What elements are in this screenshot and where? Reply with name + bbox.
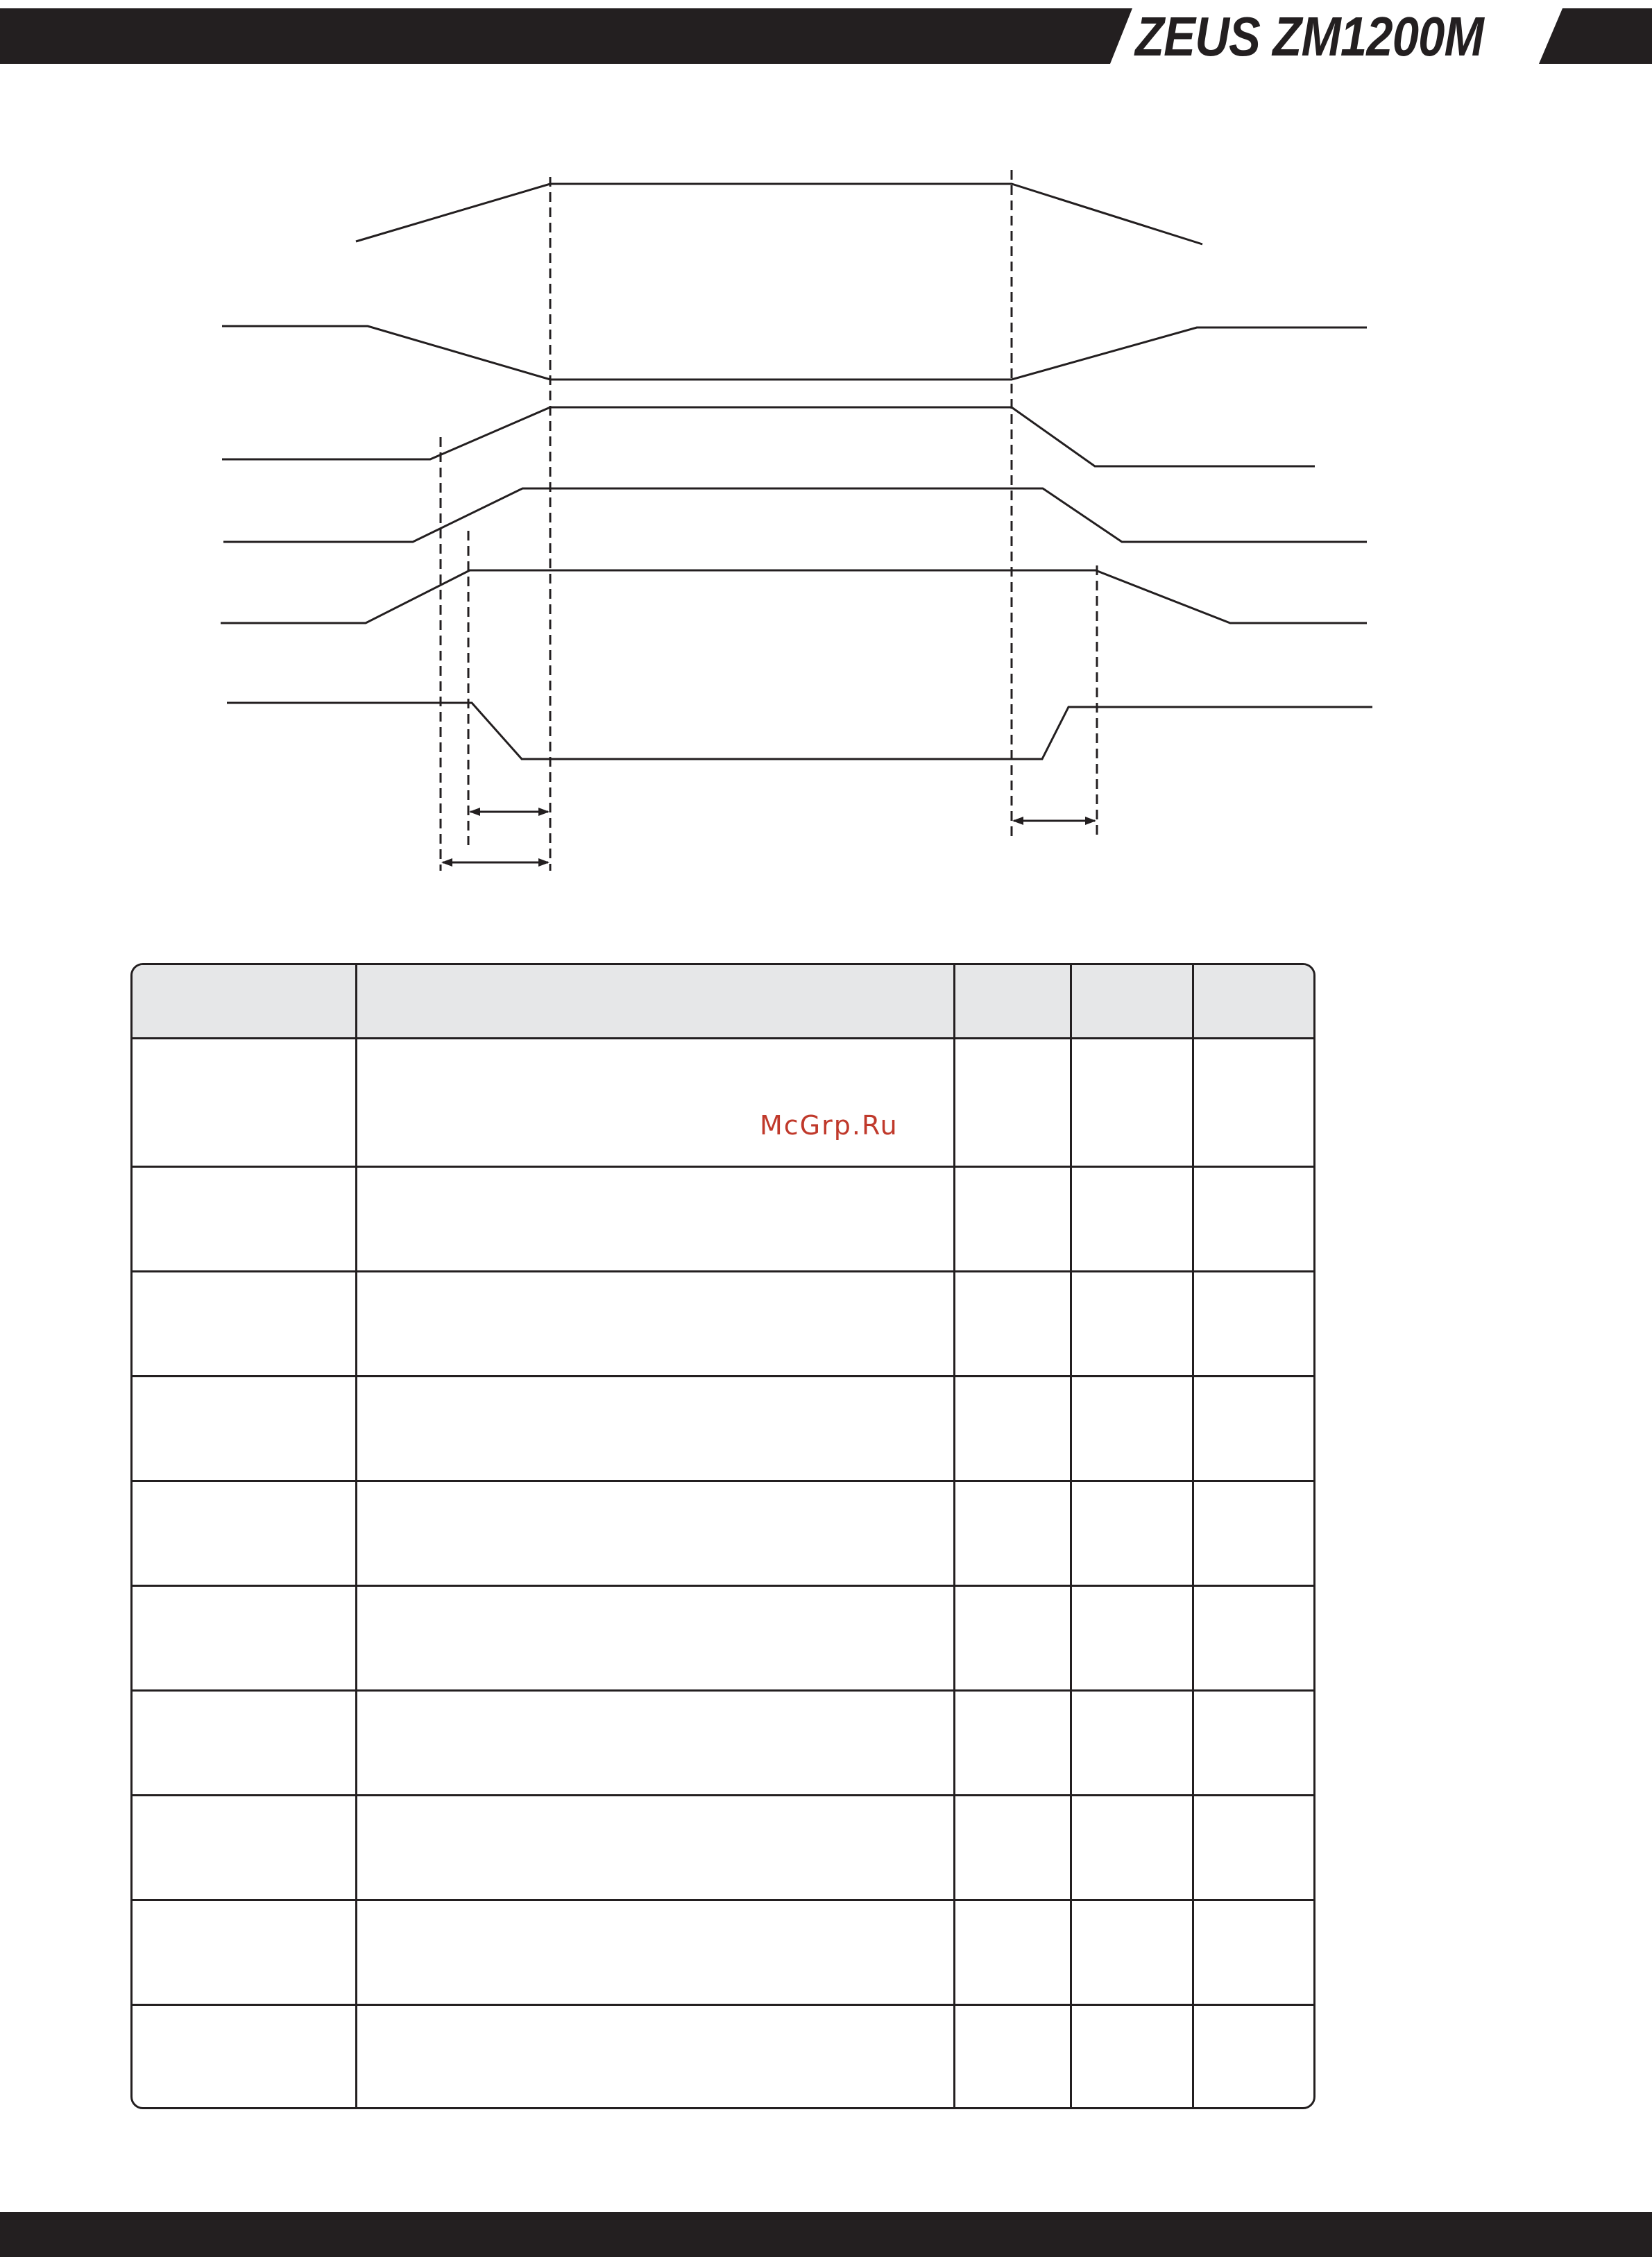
table-row — [133, 1271, 1315, 1376]
table-cell — [954, 1585, 1071, 1690]
table-cell — [356, 1038, 954, 1166]
table-cell — [954, 1690, 1071, 1795]
table-cell — [1071, 2004, 1193, 2109]
table-cell — [133, 1166, 356, 1271]
table-cell — [1071, 1038, 1193, 1166]
table-cell — [133, 1271, 356, 1376]
table-cell — [954, 1376, 1071, 1481]
waveform-4 — [223, 488, 1367, 542]
table-cell — [954, 1900, 1071, 2004]
table-cell — [133, 1795, 356, 1900]
table-cell — [356, 1376, 954, 1481]
footer-bar — [0, 2212, 1652, 2257]
header-cell — [1071, 965, 1193, 1038]
table-cell — [356, 1166, 954, 1271]
table-cell — [1193, 1690, 1315, 1795]
table-cell — [1071, 1585, 1193, 1690]
header-bar-right — [1539, 8, 1652, 64]
timing-diagram — [0, 139, 1652, 902]
table-cell — [1071, 1900, 1193, 2004]
table-cell — [954, 1271, 1071, 1376]
table-cell — [1071, 1481, 1193, 1585]
table-cell — [356, 2004, 954, 2109]
table-cell — [133, 1585, 356, 1690]
header-cell — [133, 965, 356, 1038]
table-row — [133, 1038, 1315, 1166]
table-cell — [1071, 1690, 1193, 1795]
waveform-5 — [221, 570, 1367, 623]
table-cell — [133, 1376, 356, 1481]
table-cell — [1193, 1585, 1315, 1690]
table-cell — [1193, 1271, 1315, 1376]
waveform-1 — [356, 184, 1202, 244]
header-cell — [356, 965, 954, 1038]
table-cell — [954, 1038, 1071, 1166]
waveform-3 — [222, 407, 1315, 466]
table-cell — [356, 1795, 954, 1900]
spec-table — [130, 963, 1315, 2109]
header-cell — [1193, 965, 1315, 1038]
table-cell — [1193, 1376, 1315, 1481]
table-cell — [1193, 1038, 1315, 1166]
table-cell — [1193, 1166, 1315, 1271]
table-row — [133, 1376, 1315, 1481]
table-cell — [1193, 1795, 1315, 1900]
table-cell — [1193, 1481, 1315, 1585]
header-cell — [954, 965, 1071, 1038]
table-header-row — [133, 965, 1315, 1038]
table-cell — [954, 1795, 1071, 1900]
table-cell — [133, 2004, 356, 2109]
table-cell — [356, 1585, 954, 1690]
waveform-2 — [222, 326, 1367, 380]
table-cell — [133, 1481, 356, 1585]
table-row — [133, 2004, 1315, 2109]
table-cell — [954, 2004, 1071, 2109]
brand-title: ZEUS ZM1200M — [1135, 6, 1483, 67]
table-cell — [356, 1690, 954, 1795]
table-cell — [954, 1166, 1071, 1271]
waveform-6 — [227, 703, 1372, 759]
table-cell — [133, 1690, 356, 1795]
header-bar-left — [0, 8, 1132, 64]
table-cell — [133, 1900, 356, 2004]
table-row — [133, 1166, 1315, 1271]
table-row — [133, 1690, 1315, 1795]
table-cell — [1071, 1376, 1193, 1481]
table-cell — [356, 1900, 954, 2004]
table-cell — [133, 1038, 356, 1166]
watermark-text: McGrp.Ru — [760, 1110, 899, 1141]
table-row — [133, 1481, 1315, 1585]
table-row — [133, 1795, 1315, 1900]
table-cell — [1193, 1900, 1315, 2004]
table-cell — [1071, 1795, 1193, 1900]
table-row — [133, 1900, 1315, 2004]
table-cell — [954, 1481, 1071, 1585]
table-cell — [1071, 1166, 1193, 1271]
table-cell — [1193, 2004, 1315, 2109]
table-cell — [1071, 1271, 1193, 1376]
table-cell — [356, 1271, 954, 1376]
table-cell — [356, 1481, 954, 1585]
table-row — [133, 1585, 1315, 1690]
